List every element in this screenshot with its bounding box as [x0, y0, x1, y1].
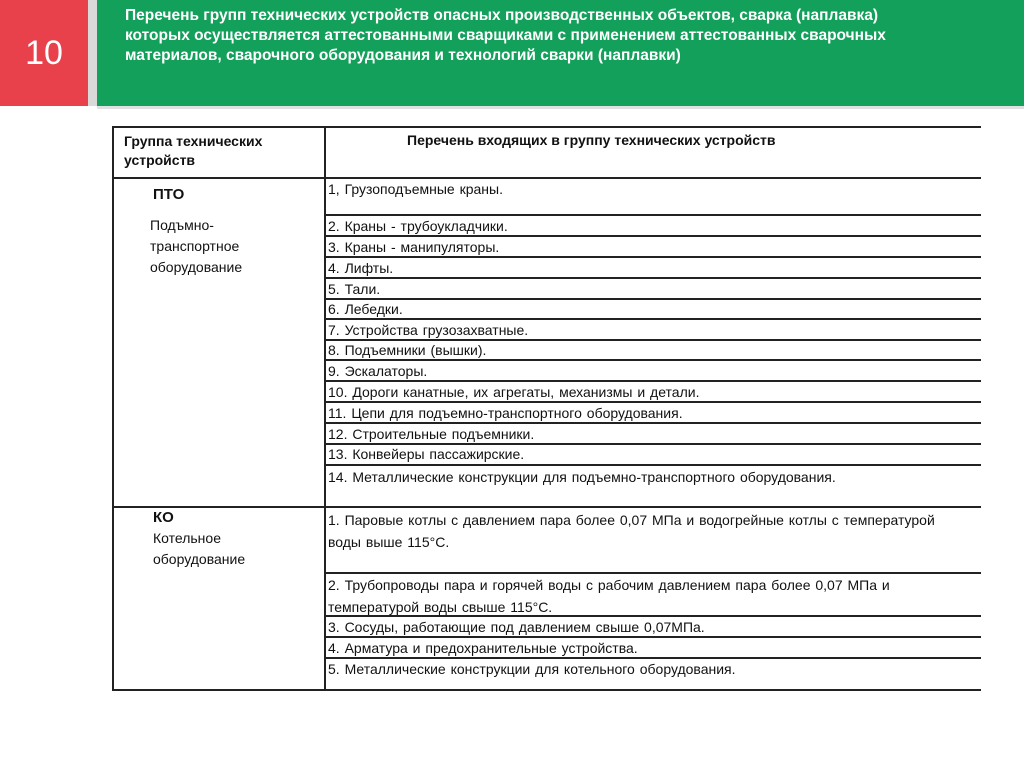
- list-item: 4. Лифты.: [328, 260, 394, 276]
- group-code-pto: ПТО: [153, 186, 185, 203]
- list-item: 7. Устройства грузозахватные.: [328, 322, 529, 338]
- group-divider: [112, 506, 981, 508]
- list-item: 2. Трубопроводы пара и горячей воды с рабочим давлением пара более 0,07 МПа и температурой воды свыше 115°С.: [328, 577, 890, 615]
- header-items: Перечень входящих в группу технических устройств: [407, 132, 776, 148]
- list-item: 5. Тали.: [328, 281, 381, 297]
- list-item: 1. Паровые котлы с давлением пара более 0,07 МПа и водогрейные котлы с температурой воды выше 115°С.: [328, 512, 935, 550]
- list-item: 4. Арматура и предохранительные устройства.: [328, 640, 638, 656]
- list-item: 10. Дороги канатные, их агрегаты, механизмы и детали.: [328, 384, 700, 400]
- group-name-ko: Котельное оборудование: [153, 530, 246, 567]
- list-item: 3. Краны - манипуляторы.: [328, 239, 500, 255]
- list-item: 6. Лебедки.: [328, 301, 403, 317]
- list-item: 8. Подъемники (вышки).: [328, 342, 487, 358]
- group-code-ko: КО: [153, 509, 174, 526]
- header-group: Группа технических устройств: [124, 133, 263, 168]
- table-top-border: [112, 126, 981, 128]
- list-item: 9. Эскалаторы.: [328, 363, 428, 379]
- list-item: 2. Краны - трубоукладчики.: [328, 218, 508, 234]
- table-bottom-border: [112, 689, 981, 691]
- table-left-border: [112, 126, 114, 691]
- slide-number: 10: [25, 33, 63, 72]
- list-item: 3. Сосуды, работающие под давлением свыше 0,07МПа.: [328, 619, 705, 635]
- list-item: 14. Металлические конструкции для подъемно-транспортного оборудования.: [328, 469, 836, 485]
- list-item: 5. Металлические конструкции для котельного оборудования.: [328, 661, 736, 677]
- list-item: 12. Строительные подъемники.: [328, 426, 535, 442]
- table-column-divider: [324, 126, 326, 691]
- group-name-pto: Подъмно-транспортное оборудование: [150, 217, 243, 275]
- list-item: 1, Грузоподъемные краны.: [328, 181, 503, 197]
- slide-title: Перечень групп технических устройств опасных производственных объектов, сварка (наплавка) которых осуществляется аттестованными сварщиками с применением аттестованных сварочных материалов, сварочного оборудования и технологий сварки (наплавки): [125, 7, 886, 64]
- list-item: 11. Цепи для подъемно-транспортного оборудования.: [328, 405, 683, 421]
- list-item: 13. Конвейеры пассажирские.: [328, 446, 525, 462]
